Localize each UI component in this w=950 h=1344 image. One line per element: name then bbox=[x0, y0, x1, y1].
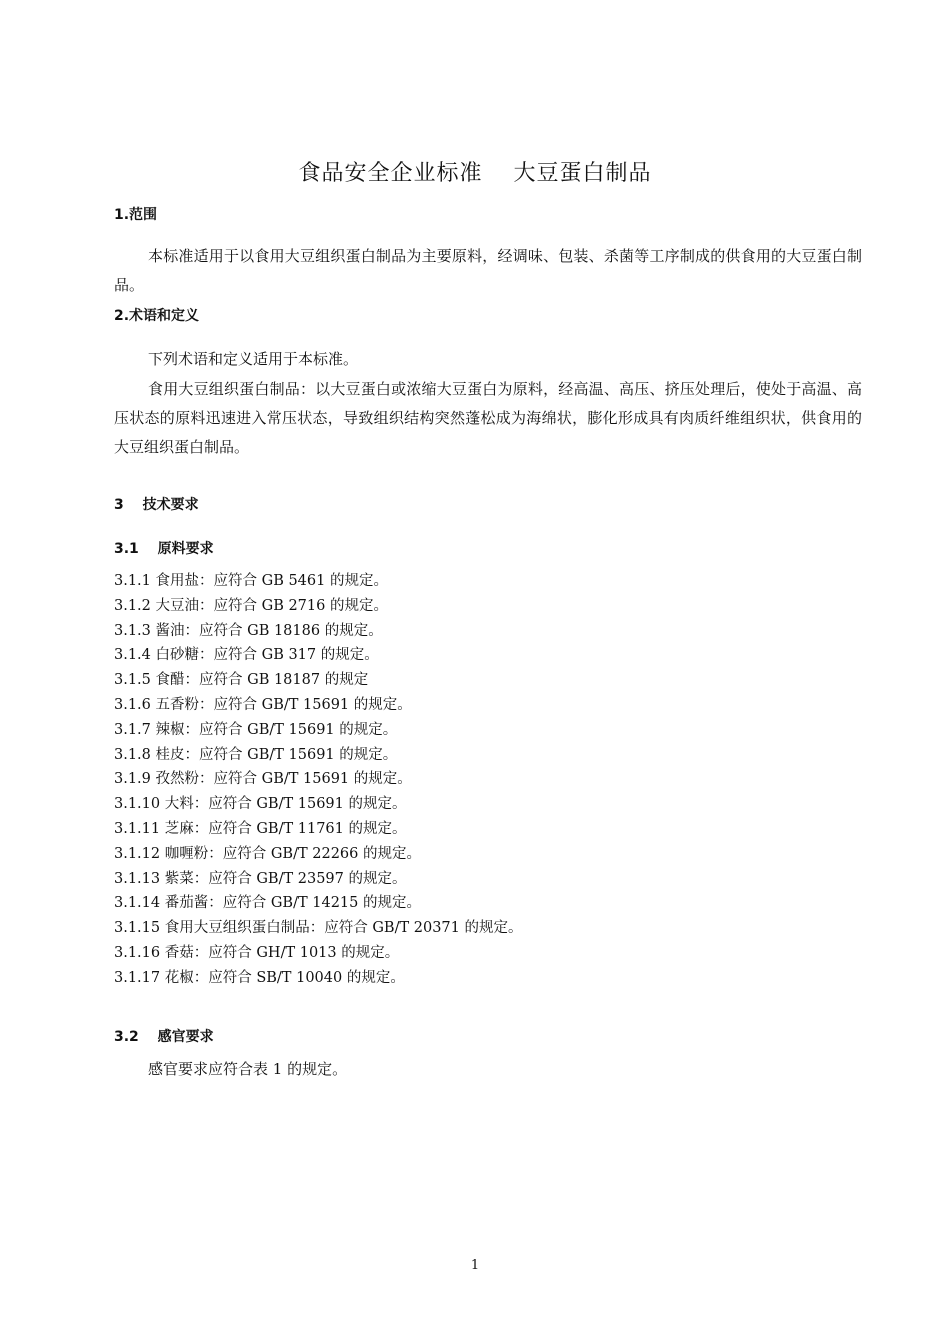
list-item: 3.1.16 香菇：应符合 GH/T 1013 的规定。 bbox=[114, 944, 400, 961]
list-item: 3.1.9 孜然粉：应符合 GB/T 15691 的规定。 bbox=[114, 771, 412, 788]
list-item: 3.1.1 食用盐：应符合 GB 5461 的规定。 bbox=[114, 573, 388, 589]
list-item: 3.1.12 咖喱粉：应符合 GB/T 22266 的规定。 bbox=[114, 845, 421, 862]
list-item: 3.1.14 番茄酱：应符合 GB/T 14215 的规定。 bbox=[114, 895, 421, 912]
list-item: 3.1.4 白砂糖：应符合 GB 317 的规定。 bbox=[114, 647, 379, 664]
list-item: 3.1.8 桂皮：应符合 GB/T 15691 的规定。 bbox=[114, 746, 398, 763]
list-item: 3.1.11 芝麻：应符合 GB/T 11761 的规定。 bbox=[114, 820, 407, 837]
list-item: 3.1.6 五香粉：应符合 GB/T 15691 的规定。 bbox=[114, 696, 412, 713]
section-2-intro: 下列术语和定义适用于本标准。 bbox=[148, 350, 359, 368]
section-2-heading: 2.术语和定义 bbox=[114, 308, 200, 324]
list-item: 3.1.5 食醋：应符合 GB 18187 的规定 bbox=[114, 672, 369, 689]
section-2-definition: 食用大豆组织蛋白制品：以大豆蛋白或浓缩大豆蛋白为原料，经高温、高压、挤压处理后，使处于高温、高压状态的原料迅速进入常压状态，导致组织结构突然蓬松成为海绵状，膨化形成具有肉质纤维组织状，供食用的大豆组织蛋白制品。 bbox=[114, 380, 862, 456]
list-item: 3.1.15 食用大豆组织蛋白制品：应符合 GB/T 20371 的规定。 bbox=[114, 920, 523, 937]
list-item: 3.1.13 紫菜：应符合 GB/T 23597 的规定。 bbox=[114, 870, 407, 887]
section-3-2-heading: 3.2 感官要求 bbox=[114, 1029, 214, 1045]
list-item: 3.1.7 辣椒：应符合 GB/T 15691 的规定。 bbox=[114, 721, 398, 738]
section-1-heading: 1.范围 bbox=[114, 207, 158, 223]
document-title: 食品安全企业标准 大豆蛋白制品 bbox=[298, 161, 652, 186]
list-item: 3.1.17 花椒：应符合 SB/T 10040 的规定。 bbox=[114, 969, 405, 986]
section-1-paragraph: 本标准适用于以食用大豆组织蛋白制品为主要原料，经调味、包装、杀菌等工序制成的供食用的大豆蛋白制品。 bbox=[114, 247, 862, 294]
page-number: 1 bbox=[470, 1258, 480, 1273]
list-item: 3.1.2 大豆油：应符合 GB 2716 的规定。 bbox=[114, 597, 388, 614]
list-item: 3.1.10 大料：应符合 GB/T 15691 的规定。 bbox=[114, 796, 407, 813]
section-3-heading: 3 技术要求 bbox=[114, 497, 199, 513]
raw-material-list bbox=[114, 569, 522, 991]
section-3-2-paragraph: 感官要求应符合表 1 的规定。 bbox=[148, 1060, 348, 1078]
section-3-1-heading: 3.1 原料要求 bbox=[114, 541, 214, 557]
list-item: 3.1.3 酱油：应符合 GB 18186 的规定。 bbox=[114, 622, 383, 639]
